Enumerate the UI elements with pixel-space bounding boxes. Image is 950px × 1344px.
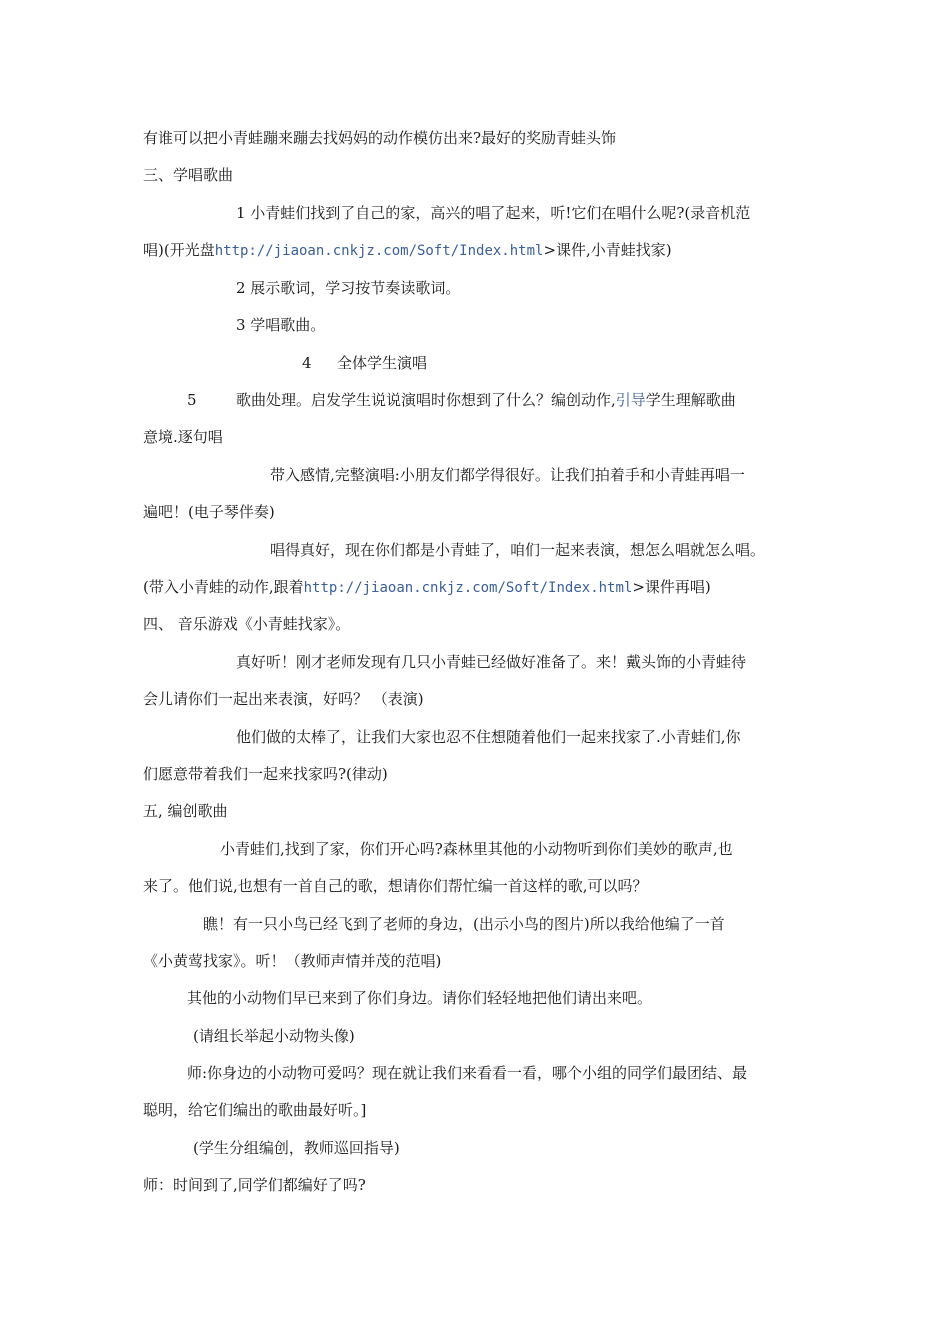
courseware-link[interactable]: http://jiaoan.cnkjz.com/Soft/Index.html bbox=[303, 580, 633, 596]
text-span: 学生理解歌曲 bbox=[645, 391, 736, 409]
text-span: >课件,小青蛙找家) bbox=[543, 241, 672, 259]
text-span: 唱)(开光盘 bbox=[143, 241, 215, 259]
paragraph-line: 真好听！刚才老师发现有几只小青蛙已经做好准备了。来！戴头饰的小青蛙待 bbox=[236, 653, 747, 671]
section-heading: 五, 编创歌曲 bbox=[143, 802, 228, 820]
paragraph-line: 师:你身边的小动物可爱吗？现在就让我们来看看一看，哪个小组的同学们最团结、最 bbox=[187, 1064, 748, 1082]
paragraph-line: 有谁可以把小青蛙蹦来蹦去找妈妈的动作模仿出来?最好的奖励青蛙头饰 bbox=[143, 129, 617, 147]
paragraph-line: 遍吧！(电子琴伴奏) bbox=[143, 503, 275, 521]
section-heading: 三、学唱歌曲 bbox=[143, 166, 234, 184]
paragraph-line: 全体学生演唱 bbox=[337, 354, 428, 372]
paragraph-line bbox=[143, 577, 711, 598]
paragraph-line: 带入感情,完整演唱:小朋友们都学得很好。让我们拍着手和小青蛙再唱一 bbox=[270, 466, 745, 484]
text-span: 歌曲处理。启发学生说说演唱时你想到了什么？编创动作, bbox=[236, 391, 616, 409]
paragraph-line: 唱得真好，现在你们都是小青蛙了，咱们一起来表演，想怎么唱就怎么唱。 bbox=[270, 541, 766, 559]
paragraph-line: 小青蛙们,找到了家，你们开心吗?森林里其他的小动物听到你们美妙的歌声,也 bbox=[220, 840, 733, 858]
paragraph-line: 师：时间到了,同学们都编好了吗? bbox=[143, 1176, 366, 1194]
text-span: >课件再唱) bbox=[632, 578, 711, 596]
list-number: 4 bbox=[302, 354, 312, 372]
paragraph-line: 会儿请你们一起出来表演，好吗？ （表演) bbox=[143, 690, 424, 708]
paragraph-line: (请组长举起小动物头像) bbox=[193, 1027, 355, 1045]
paragraph-line: 意境.逐句唱 bbox=[143, 428, 223, 446]
paragraph-line: 其他的小动物们早已来到了你们身边。请你们轻轻地把他们请出来吧。 bbox=[187, 989, 653, 1007]
courseware-link[interactable]: http://jiaoan.cnkjz.com/Soft/Index.html bbox=[214, 243, 544, 259]
paragraph-line: 瞧！有一只小鸟已经飞到了老师的身边，(出示小鸟的图片)所以我给他编了一首 bbox=[203, 915, 725, 933]
paragraph-line: 他们做的太棒了，让我们大家也忍不住想随着他们一起来找家了.小青蛙们,你 bbox=[236, 728, 741, 746]
paragraph-line: (学生分组编创，教师巡回指导) bbox=[193, 1139, 400, 1157]
paragraph-line: 3 学唱歌曲。 bbox=[236, 316, 326, 334]
paragraph-line: 们愿意带着我们一起来找家吗?(律动) bbox=[143, 765, 388, 783]
paragraph-line: 2 展示歌词，学习按节奏读歌词。 bbox=[236, 279, 461, 297]
paragraph-line bbox=[236, 390, 736, 410]
text-span: (带入小青蛙的动作,跟着 bbox=[143, 578, 304, 596]
paragraph-line bbox=[143, 240, 672, 261]
paragraph-line: 1 小青蛙们找到了自己的家，高兴的唱了起来，听!它们在唱什么呢?(录音机范 bbox=[236, 204, 751, 222]
section-heading: 四、 音乐游戏《小青蛙找家》。 bbox=[143, 615, 351, 633]
guide-link[interactable]: 引导 bbox=[615, 391, 646, 409]
paragraph-line: 来了。他们说,也想有一首自己的歌，想请你们帮忙编一首这样的歌,可以吗？ bbox=[143, 877, 648, 895]
list-number: 5 bbox=[187, 391, 197, 409]
paragraph-line: 聪明，给它们编出的歌曲最好听。] bbox=[143, 1101, 367, 1119]
paragraph-line: 《小黄莺找家》。听！（教师声情并茂的范唱) bbox=[143, 952, 442, 970]
